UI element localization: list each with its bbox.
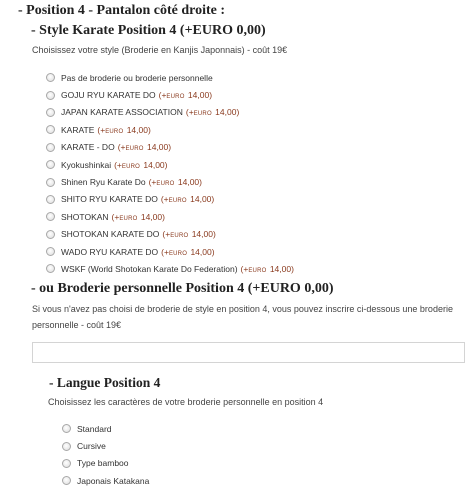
style-option-price: (+EURO 14,00) bbox=[158, 90, 213, 101]
radio-button-icon[interactable] bbox=[46, 108, 55, 117]
style-option-price: (+EURO 14,00) bbox=[148, 177, 202, 188]
style-option[interactable] bbox=[46, 173, 294, 190]
style-option-price: (+EURO 14,00) bbox=[161, 246, 215, 257]
radio-button-icon[interactable] bbox=[46, 212, 55, 221]
style-option[interactable] bbox=[46, 156, 294, 173]
style-option-label: JAPAN KARATE ASSOCIATION bbox=[61, 107, 183, 118]
langue-group-description: Choisissez les caractères de votre broderie personnelle en position 4 bbox=[48, 397, 324, 407]
section-title: - Position 4 - Pantalon côté droite : bbox=[18, 3, 225, 18]
langue-option[interactable] bbox=[62, 455, 149, 472]
langue-option[interactable] bbox=[62, 472, 149, 489]
radio-button-icon[interactable] bbox=[46, 125, 55, 134]
style-option-label: SHITO RYU KARATE DO bbox=[61, 194, 158, 205]
style-option-label: GOJU RYU KARATE DO bbox=[61, 90, 156, 101]
style-option[interactable] bbox=[46, 69, 294, 86]
style-option-label: SHOTOKAN bbox=[61, 211, 109, 222]
broderie-group-description: Si vous n'avez pas choisi de broderie de style en position 4, vous pouvez inscrire ci-dessous une broderie personnelle - coût 19€ bbox=[32, 304, 453, 330]
style-option-label: Kyokushinkai bbox=[61, 159, 112, 170]
broderie-group-title: - ou Broderie personnelle Position 4 (+EURO 0,00) bbox=[31, 281, 334, 296]
style-option[interactable] bbox=[46, 121, 294, 138]
radio-button-icon[interactable] bbox=[62, 424, 71, 433]
style-option-price: (+EURO 14,00) bbox=[117, 142, 172, 153]
style-option[interactable] bbox=[46, 86, 294, 103]
style-option-price: (+EURO 14,00) bbox=[160, 194, 215, 205]
radio-button-icon[interactable] bbox=[46, 73, 55, 82]
style-option-label: SHOTOKAN KARATE DO bbox=[61, 229, 160, 240]
radio-button-icon[interactable] bbox=[62, 442, 71, 451]
langue-option-label: Standard bbox=[77, 423, 112, 434]
radio-button-icon[interactable] bbox=[62, 476, 71, 485]
style-option[interactable] bbox=[46, 226, 294, 243]
langue-option[interactable] bbox=[62, 437, 149, 454]
style-option[interactable] bbox=[46, 260, 294, 277]
style-option-price: (+EURO 14,00) bbox=[114, 159, 168, 170]
style-option-price: (+EURO 14,00) bbox=[97, 124, 151, 135]
radio-button-icon[interactable] bbox=[46, 178, 55, 187]
langue-options-list bbox=[62, 420, 149, 490]
radio-button-icon[interactable] bbox=[46, 160, 55, 169]
langue-option-label: Japonais Katakana bbox=[77, 475, 150, 486]
langue-option[interactable] bbox=[62, 420, 149, 437]
style-option-price: (+EURO 14,00) bbox=[240, 263, 294, 274]
style-option-label: KARATE bbox=[61, 124, 95, 135]
style-option-price: (+EURO 14,00) bbox=[111, 211, 165, 222]
style-option[interactable] bbox=[46, 104, 294, 121]
style-option-price: (+EURO 14,00) bbox=[185, 107, 240, 118]
style-option-price: (+EURO 14,00) bbox=[162, 229, 216, 240]
style-option[interactable] bbox=[46, 191, 294, 208]
style-option-label: WADO RYU KARATE DO bbox=[61, 246, 159, 257]
style-option[interactable] bbox=[46, 243, 294, 260]
style-options-list bbox=[46, 69, 294, 278]
langue-option-label: Type bamboo bbox=[77, 458, 129, 469]
radio-button-icon[interactable] bbox=[46, 230, 55, 239]
style-group-description: Choisissez votre style (Broderie en Kanjis Japonnais) - coût 19€ bbox=[32, 45, 288, 55]
style-option-label: KARATE - DO bbox=[61, 142, 115, 153]
langue-option-label: Cursive bbox=[77, 441, 106, 452]
style-option[interactable] bbox=[46, 139, 294, 156]
style-option-label: Pas de broderie ou broderie personnelle bbox=[61, 72, 213, 83]
radio-button-icon[interactable] bbox=[62, 459, 71, 468]
radio-button-icon[interactable] bbox=[46, 264, 55, 273]
radio-button-icon[interactable] bbox=[46, 91, 55, 100]
broderie-personnelle-input[interactable] bbox=[32, 342, 465, 363]
radio-button-icon[interactable] bbox=[46, 195, 55, 204]
style-group-title: - Style Karate Position 4 (+EURO 0,00) bbox=[31, 23, 266, 38]
radio-button-icon[interactable] bbox=[46, 247, 55, 256]
style-option-label: Shinen Ryu Karate Do bbox=[61, 177, 146, 188]
radio-button-icon[interactable] bbox=[46, 143, 55, 152]
langue-group-title: - Langue Position 4 bbox=[49, 375, 161, 390]
style-option-label: WSKF (World Shotokan Karate Do Federation) bbox=[61, 263, 238, 274]
style-option[interactable] bbox=[46, 208, 294, 225]
